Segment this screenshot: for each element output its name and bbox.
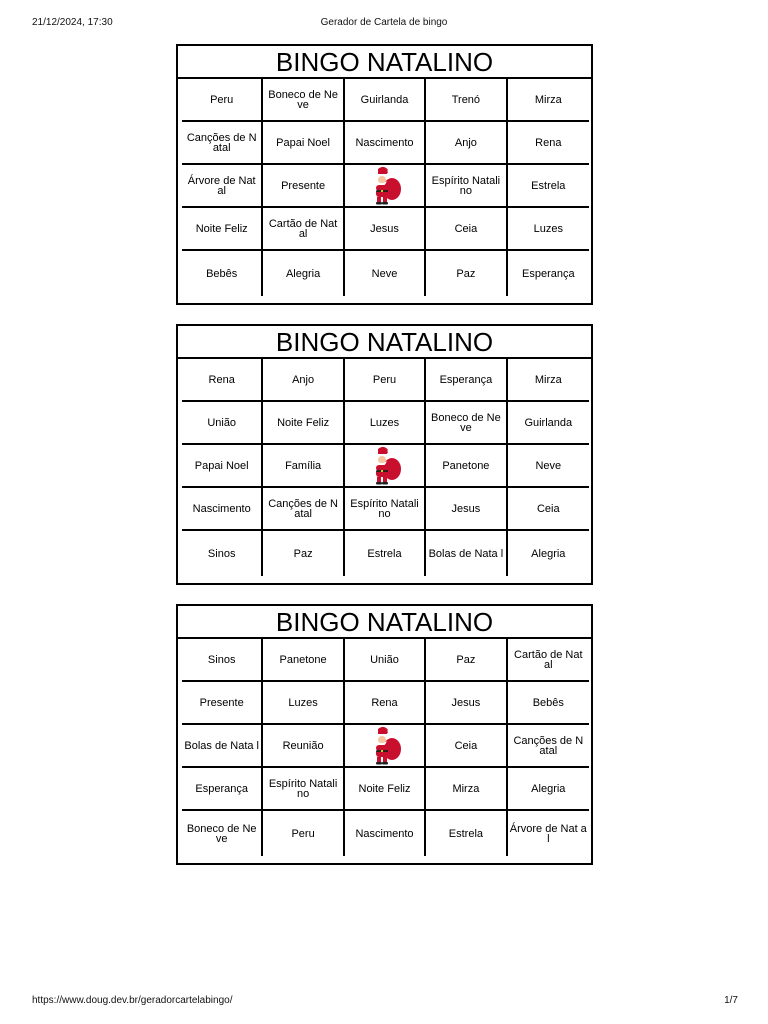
bingo-cell: Canções de N atal [508, 725, 589, 768]
bingo-cell: Anjo [426, 122, 507, 165]
bingo-cell: Jesus [426, 682, 507, 725]
bingo-cell: Mirza [508, 79, 589, 122]
page-header-title: Gerador de Cartela de bingo [320, 17, 448, 28]
bingo-cell: Bolas de Nata l [182, 725, 263, 768]
bingo-cell: Ceia [508, 488, 589, 531]
bingo-cell: Paz [426, 639, 507, 682]
bingo-cell: Bebês [182, 251, 263, 296]
bingo-cell: Guirlanda [508, 402, 589, 445]
bingo-cell: Jesus [345, 208, 426, 251]
bingo-cell: Presente [182, 682, 263, 725]
bingo-cell: Espírito Natali no [426, 165, 507, 208]
bingo-cell: Nascimento [345, 122, 426, 165]
santa-claus-icon [366, 165, 402, 207]
bingo-cell: Papai Noel [263, 122, 344, 165]
bingo-cell: Noite Feliz [263, 402, 344, 445]
bingo-cell: Estrela [426, 811, 507, 856]
bingo-cell: Neve [345, 251, 426, 296]
bingo-cell: Panetone [263, 639, 344, 682]
santa-claus-icon [366, 725, 402, 767]
bingo-cell: Peru [182, 79, 263, 122]
card-grid [178, 79, 591, 296]
santa-claus-icon [366, 445, 402, 487]
bingo-cell: Bolas de Nata l [426, 531, 507, 576]
bingo-cell: Neve [508, 445, 589, 488]
bingo-cell: Luzes [263, 682, 344, 725]
bingo-card [176, 324, 593, 585]
bingo-cell: Cartão de Nat al [508, 639, 589, 682]
bingo-cell: Guirlanda [345, 79, 426, 122]
bingo-cell: Mirza [426, 768, 507, 811]
bingo-cell: Peru [345, 359, 426, 402]
bingo-cell: Estrela [508, 165, 589, 208]
card-title: BINGO NATALINO [178, 326, 591, 359]
bingo-cell: União [182, 402, 263, 445]
free-space [345, 725, 426, 768]
bingo-cell: Paz [263, 531, 344, 576]
bingo-cell: União [345, 639, 426, 682]
footer-url: https://www.doug.dev.br/geradorcartelabingo/ [32, 995, 233, 1006]
free-space [345, 165, 426, 208]
bingo-cell: Alegria [531, 547, 566, 560]
bingo-cell: Esperança [182, 768, 263, 811]
bingo-cell: Trenó [426, 79, 507, 122]
bingo-cell: Reunião [263, 725, 344, 768]
bingo-cell: Rena [345, 682, 426, 725]
bingo-cell: Bebês [508, 682, 589, 725]
bingo-cell: Estrela [345, 531, 426, 576]
bingo-cell: Canções de N atal [263, 488, 344, 531]
card-grid [178, 639, 591, 856]
bingo-cell: Presente [263, 165, 344, 208]
bingo-cell: Nascimento [182, 488, 263, 531]
bingo-cell: Papai Noel [182, 445, 263, 488]
card-title: BINGO NATALINO [178, 606, 591, 639]
bingo-cell: Alegria [508, 768, 589, 811]
bingo-cell: Noite Feliz [182, 208, 263, 251]
bingo-card [176, 604, 593, 865]
bingo-cell: Sinos [182, 639, 263, 682]
bingo-cell: Peru [263, 811, 344, 856]
bingo-cell: Esperança [426, 359, 507, 402]
bingo-cell: Rena [508, 122, 589, 165]
bingo-cell: Nascimento [345, 811, 426, 856]
bingo-cell: Ceia [426, 208, 507, 251]
bingo-cell: Boneco de Ne ve [182, 811, 263, 856]
bingo-cell: Mirza [508, 359, 589, 402]
bingo-cell: Luzes [508, 208, 589, 251]
print-date: 21/12/2024, 17:30 [32, 17, 113, 28]
bingo-cell: Boneco de Ne ve [263, 79, 344, 122]
bingo-cell: Anjo [263, 359, 344, 402]
bingo-cell: Esperança [522, 267, 575, 280]
bingo-cell: Alegria [263, 251, 344, 296]
bingo-cell: Espírito Natali no [345, 488, 426, 531]
bingo-cell: Panetone [426, 445, 507, 488]
bingo-cell: Família [263, 445, 344, 488]
bingo-cell: Ceia [426, 725, 507, 768]
bingo-cell: Canções de N atal [182, 122, 263, 165]
free-space [345, 445, 426, 488]
bingo-cell: Noite Feliz [345, 768, 426, 811]
bingo-cell: Cartão de Nat al [263, 208, 344, 251]
bingo-cell: Árvore de Nat al [182, 165, 263, 208]
bingo-cell: Boneco de Ne ve [426, 402, 507, 445]
bingo-cell: Luzes [345, 402, 426, 445]
bingo-cell: Espírito Natali no [263, 768, 344, 811]
bingo-cell: Rena [182, 359, 263, 402]
bingo-cell: Jesus [426, 488, 507, 531]
bingo-cell: Paz [426, 251, 507, 296]
bingo-cell: Sinos [182, 531, 263, 576]
page-number: 1/7 [724, 995, 738, 1006]
card-grid [178, 359, 591, 576]
card-title: BINGO NATALINO [178, 46, 591, 79]
bingo-cell: Árvore de Nat al [509, 822, 587, 845]
bingo-card [176, 44, 593, 305]
